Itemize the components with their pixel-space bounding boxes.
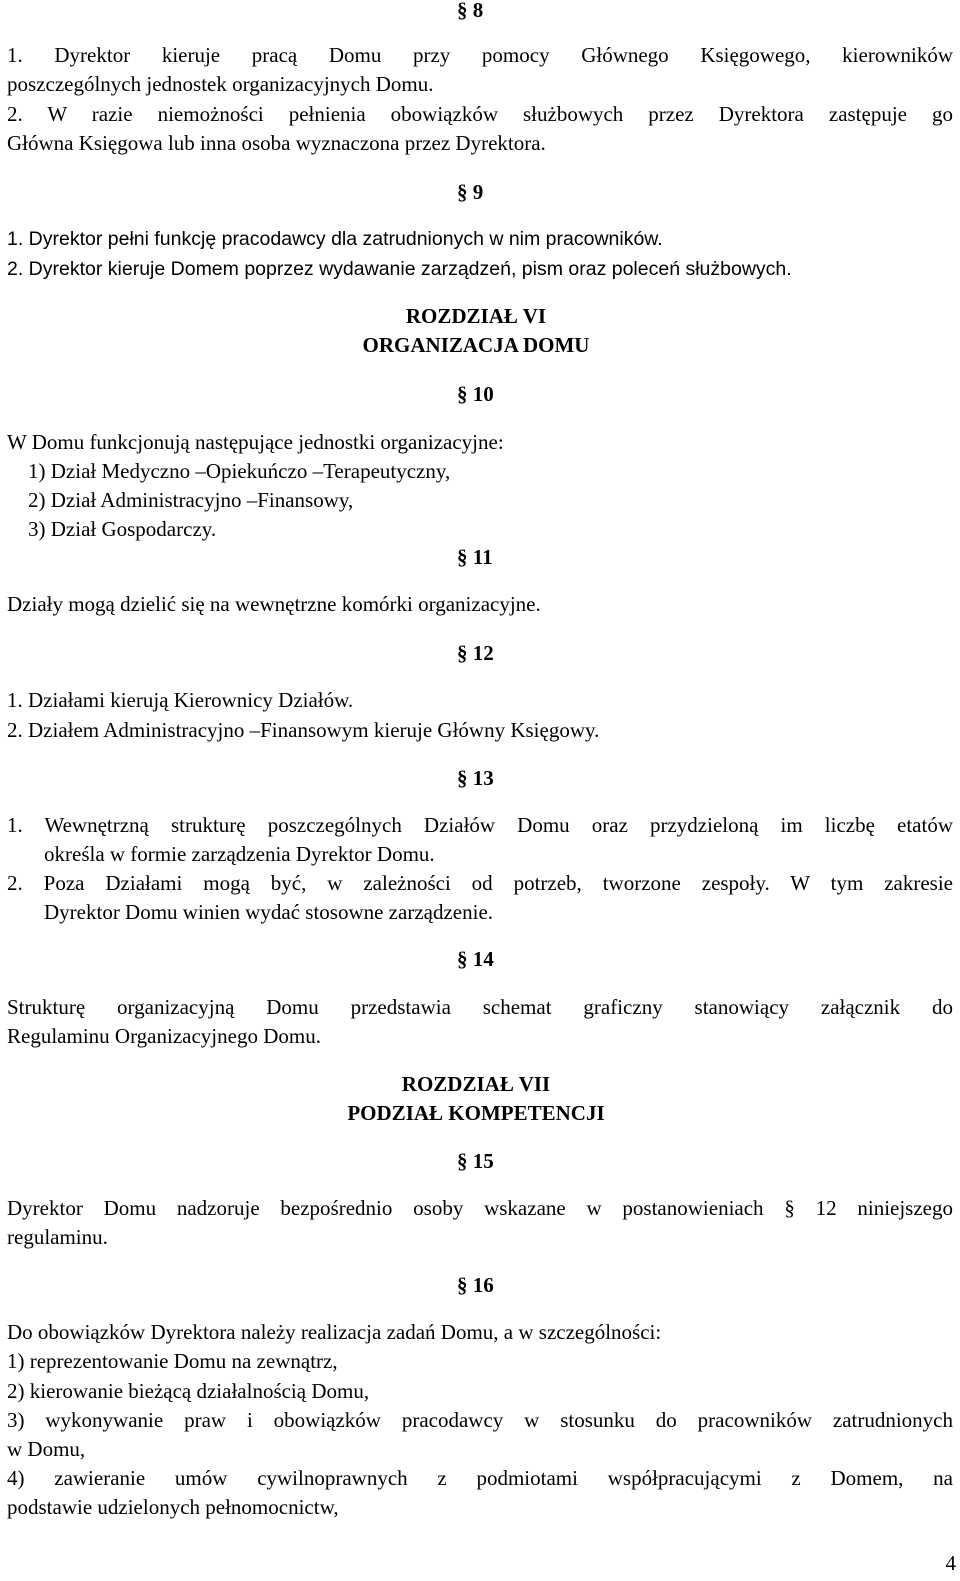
section-12-heading: § 12 <box>457 641 494 665</box>
section-10-heading: § 10 <box>457 382 494 406</box>
section-16-item-3-line1: 3) wykonywanie praw i obowiązków pracodawcy w stosunku do pracowników zatrudnionych <box>7 1408 953 1432</box>
section-10-item-3: 3) Dział Gospodarczy. <box>28 517 217 541</box>
chapter-6-subtitle: ORGANIZACJA DOMU <box>362 333 590 357</box>
section-16-item-1: 1) reprezentowanie Domu na zewnątrz, <box>7 1349 338 1373</box>
section-13-p1-line1: 1. Wewnętrzną strukturę poszczególnych Działów Domu oraz przydzieloną im liczbę etatów <box>7 813 953 837</box>
section-14-heading: § 14 <box>457 947 494 971</box>
section-9-p2: 2. Dyrektor kieruje Domem poprzez wydawanie zarządzeń, pism oraz poleceń służbowych. <box>7 258 792 280</box>
section-13-p2-line2: Dyrektor Domu winien wydać stosowne zarządzenie. <box>44 900 494 924</box>
section-11-text: Działy mogą dzielić się na wewnętrzne komórki organizacyjne. <box>7 592 541 616</box>
chapter-7-subtitle: PODZIAŁ KOMPETENCJI <box>347 1101 605 1125</box>
section-8-heading: § 8 <box>457 0 484 22</box>
section-16-item-4-line1: 4) zawieranie umów cywilnoprawnych z podmiotami współpracującymi z Domem, na <box>7 1466 953 1490</box>
section-16-item-2: 2) kierowanie bieżącą działalnością Domu, <box>7 1379 370 1403</box>
section-12-item-2: 2. Działem Administracyjno –Finansowym kieruje Główny Księgowy. <box>7 718 600 742</box>
section-16-item-4-line2: podstawie udzielonych pełnomocnictw, <box>7 1495 339 1519</box>
section-8-p1-line1: 1. Dyrektor kieruje pracą Domu przy pomocy Głównego Księgowego, kierowników <box>7 43 953 67</box>
section-15-line1: Dyrektor Domu nadzoruje bezpośrednio osoby wskazane w postanowieniach § 12 niniejszego <box>7 1196 953 1220</box>
section-10-item-1: 1) Dział Medyczno –Opiekuńczo –Terapeutyczny, <box>28 459 451 483</box>
section-15-line2: regulaminu. <box>7 1225 108 1249</box>
chapter-7-title: ROZDZIAŁ VII <box>401 1072 551 1096</box>
section-16-heading: § 16 <box>457 1273 494 1297</box>
page-number: 4 <box>945 1551 956 1575</box>
section-16-item-3-line2: w Domu, <box>7 1437 86 1461</box>
section-12-item-1: 1. Działami kierują Kierownicy Działów. <box>7 688 354 712</box>
section-16-intro: Do obowiązków Dyrektora należy realizacja zadań Domu, a w szczególności: <box>7 1320 662 1344</box>
section-10-item-2: 2) Dział Administracyjno –Finansowy, <box>28 488 354 512</box>
section-9-p1: 1. Dyrektor pełni funkcję pracodawcy dla zatrudnionych w nim pracowników. <box>7 228 663 250</box>
section-8-p1-line2: poszczególnych jednostek organizacyjnych Domu. <box>7 72 434 96</box>
section-14-line1: Strukturę organizacyjną Domu przedstawia schemat graficzny stanowiący załącznik do <box>7 995 953 1019</box>
section-13-p1-line2: określa w formie zarządzenia Dyrektor Domu. <box>44 842 435 866</box>
section-14-line2: Regulaminu Organizacyjnego Domu. <box>7 1024 321 1048</box>
section-8-p2-line2: Główna Księgowa lub inna osoba wyznaczona przez Dyrektora. <box>7 131 546 155</box>
chapter-6-title: ROZDZIAŁ VI <box>405 304 547 328</box>
section-11-heading: § 11 <box>457 545 493 569</box>
section-15-heading: § 15 <box>457 1149 494 1173</box>
section-10-intro: W Domu funkcjonują następujące jednostki organizacyjne: <box>7 430 504 454</box>
section-9-heading: § 9 <box>457 180 484 204</box>
section-8-p2-line1: 2. W razie niemożności pełnienia obowiązków służbowych przez Dyrektora zastępuje go <box>7 102 953 126</box>
section-13-heading: § 13 <box>457 766 494 790</box>
section-13-p2-line1: 2. Poza Działami mogą być, w zależności od potrzeb, tworzone zespoły. W tym zakresie <box>7 871 953 895</box>
